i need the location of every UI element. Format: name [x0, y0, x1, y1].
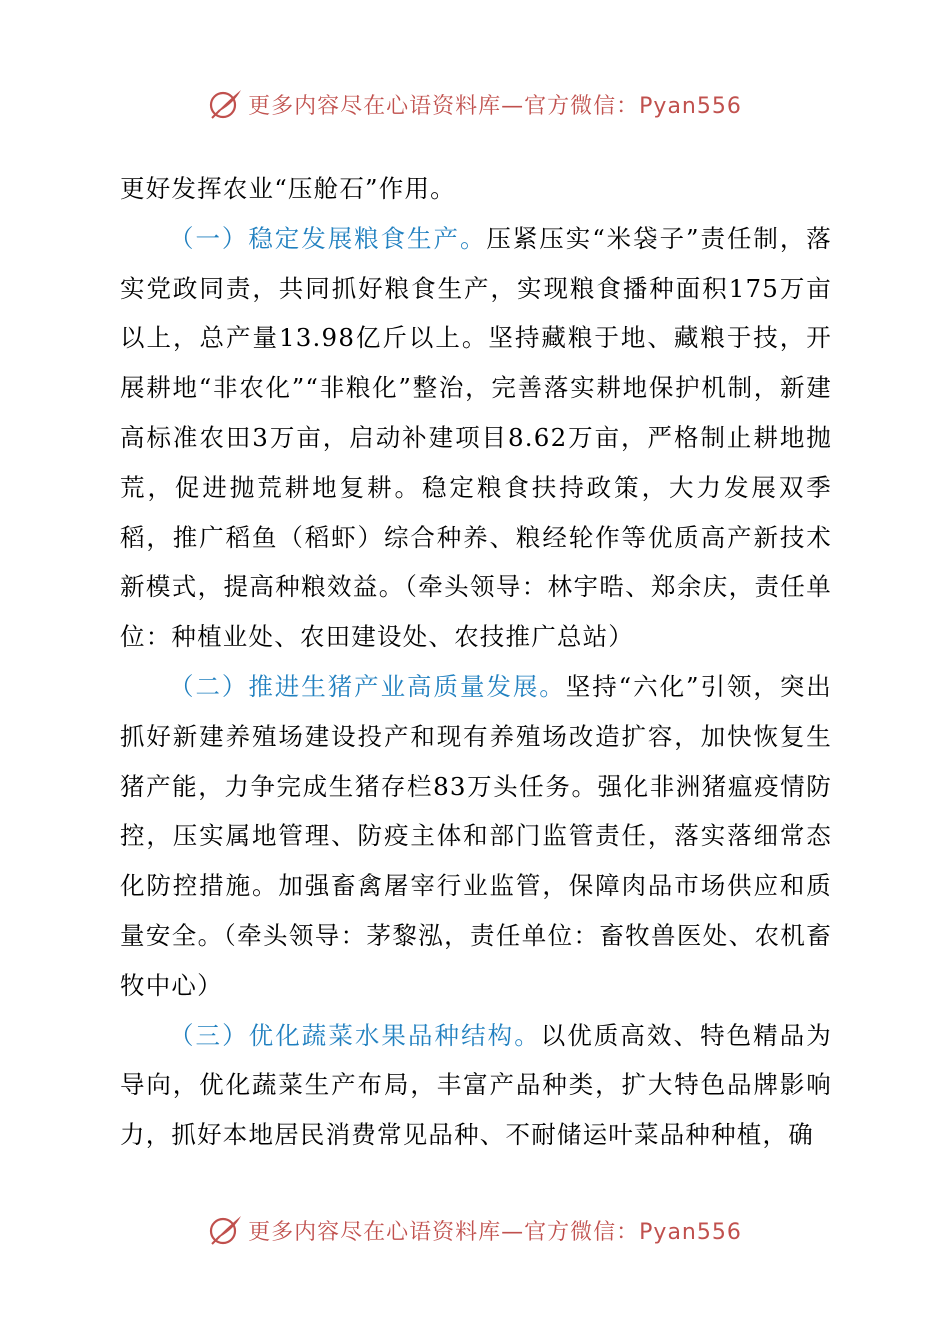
- watermark-wechat-id: Pyan556: [639, 1219, 742, 1245]
- paragraph-continuation: [120, 164, 832, 214]
- paragraph-body: 以优质高效、特色精品为导向，优化蔬菜生产布局，丰富产品种类，扩大特色品牌影响力，抓好本地居民消费常见品种、不耐储运叶菜品种种植，确: [120, 1020, 832, 1150]
- watermark-text: [248, 89, 742, 120]
- section-heading: （一）稳定发展粮食生产。: [169, 223, 487, 253]
- quill-logo-icon: [208, 1213, 244, 1247]
- paragraph-pig-industry: [120, 662, 832, 1011]
- paragraph-grain-production: [120, 214, 832, 662]
- paragraph-body: 更好发挥农业“压舱石”作用。: [120, 174, 456, 203]
- quill-logo-icon: [208, 87, 244, 121]
- watermark-banner-top: [0, 84, 950, 124]
- watermark-wechat-id: Pyan556: [639, 93, 742, 119]
- watermark-label: 更多内容尽在心语资料库—官方微信：: [248, 1219, 640, 1245]
- watermark-text: [248, 1215, 742, 1246]
- watermark-banner-bottom: [0, 1210, 950, 1250]
- section-heading: （二）推进生猪产业高质量发展。: [169, 671, 566, 701]
- section-heading: （三）优化蔬菜水果品种结构。: [169, 1020, 541, 1050]
- watermark-label: 更多内容尽在心语资料库—官方微信：: [248, 93, 640, 119]
- paragraph-vegetables-fruits: [120, 1011, 832, 1160]
- document-body: [120, 164, 832, 1160]
- paragraph-body: 坚持“六化”引领，突出抓好新建养殖场建设投产和现有养殖场改造扩容，加快恢复生猪产能，力争完成生猪存栏83万头任务。强化非洲猪瘟疫情防控，压实属地管理、防疫主体和部门监管责任，落实落细常态化防控措施。加强畜禽屠宰行业监管，保障肉品市场供应和质量安全。（牵头领导：茅黎泓，责任单位：畜牧兽医处、农机畜牧中心）: [120, 671, 832, 1000]
- paragraph-body: 压紧压实“米袋子”责任制，落实党政同责，共同抓好粮食生产，实现粮食播种面积175万亩以上，总产量13.98亿斤以上。坚持藏粮于地、藏粮于技，开展耕地“非农化”“非粮化”整治，完善落实耕地保护机制，新建高标准农田3万亩，启动补建项目8.62万亩，严格制止耕地抛荒，促进抛荒耕地复耕。稳定粮食扶持政策，大力发展双季稻，推广稻鱼（稻虾）综合种养、粮经轮作等优质高产新技术新模式，提高种粮效益。（牵头领导：林宇晧、郑余庆，责任单位：种植业处、农田建设处、农技推广总站）: [120, 223, 832, 652]
